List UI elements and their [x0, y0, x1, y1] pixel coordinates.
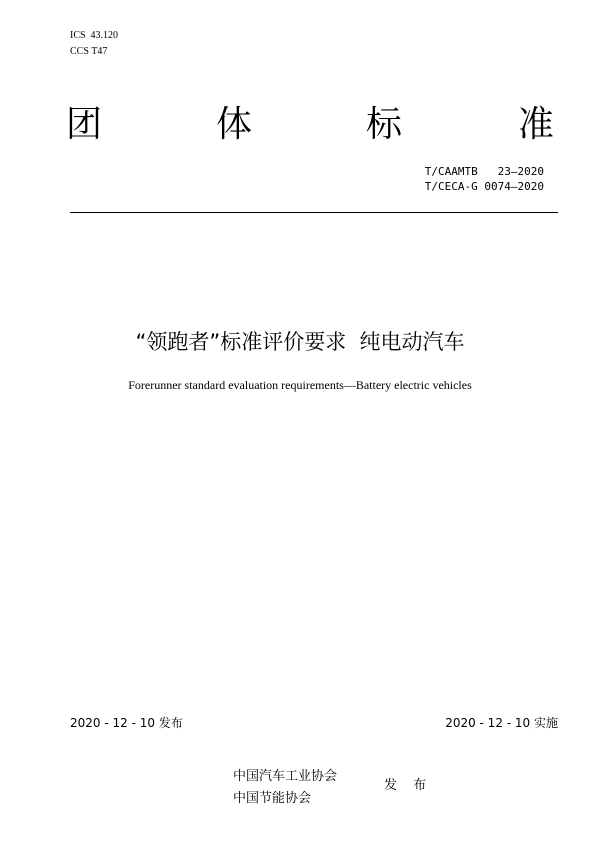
title-char-2: 体 [216, 104, 253, 145]
publishers [233, 766, 337, 810]
standard-number-ceca: T/CECA-G 0074—2020 [424, 180, 544, 193]
document-type-title [66, 102, 558, 148]
header-divider [70, 212, 558, 213]
standard-number-caamtb: T/CAAMTB 23—2020 [424, 165, 544, 178]
ics-code: ICS 43.120 [70, 30, 119, 41]
ccs-code: CCS T47 [70, 46, 108, 57]
implementation-date: 2020 - 12 - 10 实施 [445, 716, 558, 730]
title-char-3: 标 [366, 104, 403, 145]
publisher-ceca: 中国节能协会 [233, 791, 312, 806]
chinese-title: “领跑者”标准评价要求 纯电动汽车 [135, 330, 465, 354]
publisher-caam: 中国汽车工业协会 [233, 769, 338, 784]
standard-numbers [425, 164, 544, 194]
publish-label: 发 布 [384, 778, 433, 793]
english-title: Forerunner standard evaluation requirements—Battery electric vehicles [128, 378, 472, 392]
classification-codes [70, 28, 118, 60]
issue-date: 2020 - 12 - 10 发布 [70, 716, 183, 730]
title-char-1: 团 [66, 104, 103, 145]
title-char-4: 准 [518, 104, 555, 145]
